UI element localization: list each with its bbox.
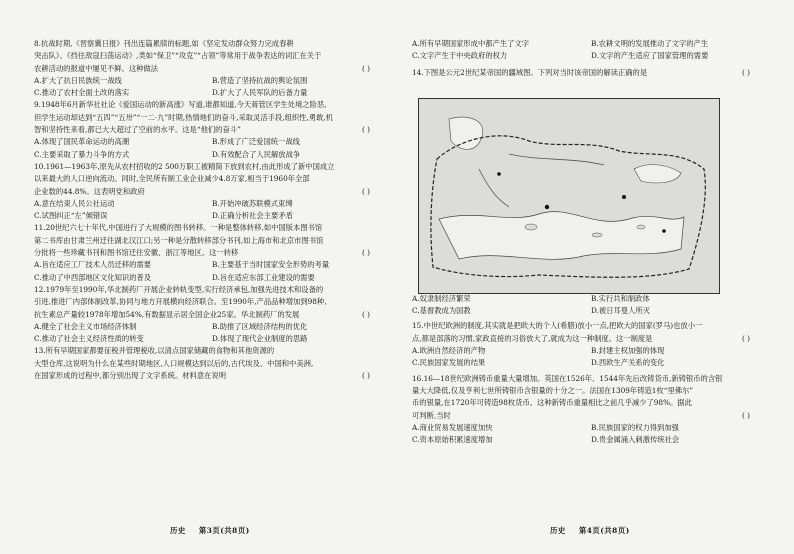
- option-b: B.助推了区域经济结构的优化: [212, 321, 308, 331]
- question-text-line: 引进,推进厂内部体制改革,协同与地方开展横向经济联合。至1990年,产品品种增加到98种,: [34, 297, 327, 307]
- option-d: D.贵金属涌入刺激传统社会: [591, 435, 680, 445]
- question-text-line: 第二书库由甘肃兰州迁往湖北汉江口;另一种是分散转移部分书刊,如上海市和北京市图书馆: [34, 235, 324, 245]
- map-graphic: [419, 99, 719, 293]
- option-b: B.形成了广泛爱国统一战线: [212, 137, 300, 147]
- option-c: C.推动了中西部地区文化知识的普及: [34, 272, 152, 282]
- question-16: [412, 373, 764, 447]
- option-c: C.推动了农村全面土改的落实: [34, 88, 130, 98]
- island: [637, 225, 645, 229]
- question-14-options: [412, 293, 764, 318]
- option-a: A.旨在适应工厂技术人员迁移的需要: [34, 260, 152, 270]
- island: [592, 233, 602, 237]
- answer-parenthesis: ( ): [361, 248, 370, 258]
- option-b: B.主要基于当时国家安全形势的考量: [212, 260, 330, 270]
- options: [412, 345, 764, 370]
- question-text-line: 14.下图是公元2世纪某帝国的疆域图。下列对当时该帝国的解读正确的是: [412, 67, 648, 77]
- option-d: D.西欧生产关系的变化: [591, 358, 665, 368]
- question-text-line: 但学生运动却达到“五四”“五卅”“一二·九”时期,热情地们的奋斗,采取灵活手段,组织性,勇敢,机: [34, 112, 333, 122]
- question-13: [34, 345, 384, 382]
- answer-parenthesis: ( ): [741, 333, 750, 343]
- question-text-line: 量大大降低,仅及亨利七世所铸银币含银量的十分之一。法国在1309年铸造1枚“里佛尔”: [412, 385, 694, 395]
- left-column: [34, 38, 384, 382]
- option-b: B.营造了坚持抗战的舆论氛围: [212, 75, 308, 85]
- options: [34, 136, 384, 161]
- city-marker: [497, 172, 501, 176]
- footer-page-number: 第3页(共8页): [198, 526, 250, 535]
- option-a: A.体现了国民革命运动的高潮: [34, 137, 130, 147]
- footer-subject: 历史: [550, 526, 566, 535]
- answer-parenthesis: ( ): [361, 371, 370, 381]
- question-13-options: [412, 38, 764, 63]
- question-text-line: 在国家形成的过程中,都分别出现了文字系统。材料意在说明: [34, 371, 227, 381]
- answer-parenthesis: ( ): [361, 309, 370, 319]
- option-b: B.开始冲破苏联模式束缚: [212, 198, 293, 208]
- question-text-line: 13.所有早期国家都要征税并管理税收,以清点国家储藏的食物和其他资源的: [34, 346, 275, 356]
- option-b: B.民族国家的权力得到加强: [591, 422, 679, 432]
- option-b: B.封建主权加强的体现: [591, 346, 665, 356]
- answer-parenthesis: ( ): [361, 125, 370, 135]
- option-c: C.民族国家发展的结果: [412, 358, 486, 368]
- empire-territory-map: [418, 98, 720, 294]
- option-a: A.意在结束人民公社运动: [34, 198, 115, 208]
- question-text-line: 抗生素总产量较1978年增加54%,有数据显示居全国企业25家。华北制药厂的发展: [34, 309, 300, 319]
- option-c: C.文字产生于中央政府的权力: [412, 51, 508, 61]
- footer-page-number: 第4页(共8页): [578, 526, 630, 535]
- page-footer-left: [170, 525, 250, 536]
- question-text-line: 突击队》、《挡住敌寇扫荡运动》,类如“保卫”“攻克”“占领”等常用于战争表达的词汇在关于: [34, 51, 322, 61]
- option-a: A.奴隶制经济繁荣: [412, 293, 471, 303]
- options: [34, 321, 384, 346]
- option-d: D.扩大了人民军队的后备力量: [212, 88, 308, 98]
- question-12: [34, 284, 384, 345]
- question-text-line: 可判断,当时: [412, 410, 451, 420]
- question-text-line: 9.1948年6月新华社社论《爱国运动的新高涨》写道,谁都知道,今天蒋管区学生处境之险恶,: [34, 100, 327, 110]
- option-b: B.农耕文明的发展推动了文字的产生: [591, 39, 709, 48]
- option-a: A.欧洲自然经济的产物: [412, 346, 486, 356]
- question-text-line: 分批将一些珍藏书刊和图书馆迁往安徽、浙江等地区。这一转移: [34, 248, 239, 258]
- option-d: D.正确分析社会主要矛盾: [212, 211, 293, 221]
- answer-parenthesis: ( ): [361, 63, 370, 73]
- option-d: D.被日耳曼人所灭: [591, 306, 650, 316]
- option-a: A.商业贸易发展速度加快: [412, 422, 493, 432]
- question-text-line: 11.20世纪六七十年代,中国进行了大规模的图书转移。一种是整体转移,如中国版本图书馆: [34, 223, 323, 233]
- question-text-line: 12.1979年至1990年,华北制药厂开展企业转轨变型,实行经济承包,加强先进技术和设备的: [34, 284, 324, 294]
- question-text-line: 以来最大的人口逆向流动。同时,全民所有制工业企业减少4.8万家,相当于1960年全部: [34, 174, 310, 184]
- option-b: B.实行共和制政体: [591, 293, 650, 303]
- question-text-line: 币的银量,在1720年可铸造98枚货币。这种新铸币重量相比之前几乎减少了98%。据此: [412, 398, 692, 408]
- city-marker: [545, 205, 549, 209]
- option-a: A.扩大了抗日民族统一战线: [34, 75, 122, 85]
- question-9: [34, 99, 384, 160]
- answer-parenthesis: ( ): [741, 410, 750, 420]
- footer-subject: 历史: [170, 526, 186, 535]
- question-text-line: 智和坚持性来看,都已大大超过了空前的水平。这是“他们的奋斗”: [34, 125, 241, 135]
- question-text-line: 大型仓库,这说明为什么在某些时期地区,人口规模达到以后的,古代埃及、中国和中美洲,: [34, 358, 314, 368]
- island: [525, 224, 537, 230]
- page-footer-right: [550, 525, 630, 536]
- mediterranean-sea: [439, 212, 684, 260]
- option-c: C.试图纠正“左”倾错误: [34, 211, 108, 221]
- options: [34, 259, 384, 284]
- option-a: A.所有早期国家形成中都产生了文字: [412, 39, 530, 48]
- question-text-line: 农耕活动的报道中屡见不鲜。这种做法: [34, 63, 159, 73]
- option-a: A.健全了社会主义市场经济体制: [34, 321, 137, 331]
- question-text-line: 8.抗战时期,《晋察冀日报》刊出连篇累牍的标题,如《坚定发动群众努力完成春耕: [34, 39, 294, 48]
- city-marker: [622, 195, 626, 199]
- question-14: [412, 67, 764, 79]
- question-15: [412, 320, 764, 369]
- city-marker: [662, 229, 666, 233]
- options: [412, 422, 764, 447]
- question-10: [34, 161, 384, 222]
- question-text-line: 点,都是部落的习惯,家政直接的习俗放大了,就成为这一种制度。这一制度是: [412, 333, 653, 343]
- question-text-line: 企业数的44.8%。这表明党和政府: [34, 186, 145, 196]
- question-text-line: 10.1961—1963年,原先从农村招收的2 500万职工被精简下放到农村,由此形成了新中国成立: [34, 161, 335, 171]
- option-d: D.有效配合了人民解放战争: [212, 149, 301, 159]
- option-c: C.资本原始积累速度增加: [412, 435, 493, 445]
- option-d: D.文字的产生适应了国家管理的需要: [591, 51, 709, 61]
- options: [34, 198, 384, 223]
- option-c: C.基督教成为国教: [412, 306, 471, 316]
- option-c: C.推动了社会主义经济性质的转变: [34, 334, 144, 344]
- northern-waters: [449, 117, 483, 149]
- option-d: D.体现了现代企业制度的思路: [212, 334, 308, 344]
- options: [34, 75, 384, 100]
- question-8: [34, 38, 384, 99]
- answer-parenthesis: ( ): [361, 186, 370, 196]
- question-11: [34, 222, 384, 283]
- answer-parenthesis: ( ): [741, 67, 750, 77]
- option-c: C.主要采取了暴力斗争的方式: [34, 149, 130, 159]
- option-d: D.旨在适应东部工业建设的需要: [212, 272, 315, 282]
- question-text-line: 16.16—18世纪欧洲铸币重量大量增加。英国在1526年、1544年先后改铸货币,新铸银币的含银: [412, 373, 723, 383]
- question-text-line: 15.中世纪欧洲的制度,其实就是把欧大的个人(希腊)放小一点,把欧大的国家(罗马)也放小一: [412, 321, 703, 331]
